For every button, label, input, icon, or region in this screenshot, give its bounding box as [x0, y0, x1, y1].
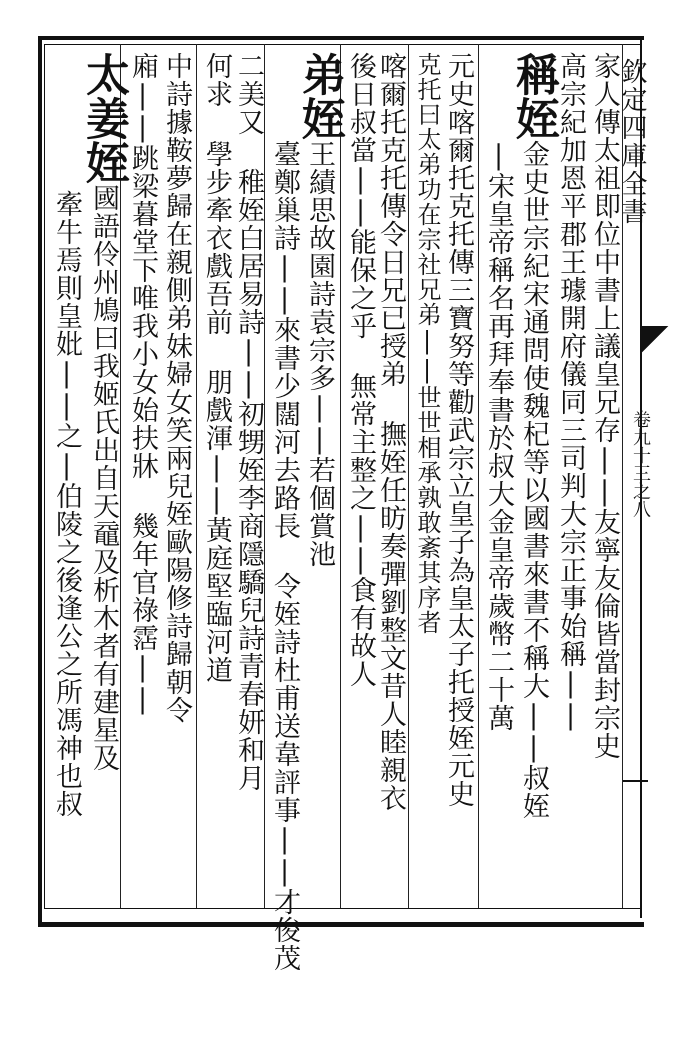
margin-fold-mark: [642, 326, 677, 356]
entry-heading: 太姜姪: [78, 52, 129, 184]
text-column: |宋皇帝稱名再拜奉書於叔大金皇帝歲幣二十萬: [483, 140, 514, 732]
margin-header: 欽定四庫全書: [617, 58, 647, 226]
text-column: 家人傳太祖即位中書上議皇兄存||友寧友倫皆當封宗史: [589, 52, 620, 760]
frame-inner-top-rule: [44, 44, 640, 45]
text-column: 牽牛焉則皇妣||之|伯陵之後逢公之所馮神也叔: [51, 190, 82, 818]
text-column: [508, 52, 559, 904]
volume-label: 卷九十三之八: [630, 410, 651, 518]
text-column: [78, 52, 129, 904]
column-rule: [408, 44, 409, 908]
frame-inner-bottom-rule: [44, 908, 640, 909]
column-rule: [622, 44, 623, 908]
frame-inner-left-rule: [44, 44, 45, 908]
entry-text: 金史世宗紀宋通問使魏杞等以國書來書不稱大||叔姪: [518, 140, 549, 820]
text-column: [294, 52, 345, 904]
text-column: 二美又 稚姪白居易詩||初甥姪李商隱驕兒詩青春妍和月: [233, 52, 264, 792]
entry-text: 國語伶州鳩曰我姬氏出自天黿及析木者有建星及: [88, 184, 119, 772]
text-column: 後日叔當||能保之乎 無常主整之||食有故人: [345, 52, 376, 688]
text-column: 廂||跳梁暮堂下唯我小女始扶牀 幾年官祿霑||: [127, 52, 158, 716]
text-column: 臺鄭巢詩||來書少闊河去路長 令姪詩杜甫送韋評事||才俊茂: [269, 140, 300, 972]
column-rule: [478, 44, 479, 908]
column-rule: [196, 44, 197, 908]
text-column: 元史喀爾托克托傳三寶努等勸武宗立皇子為皇太子托授姪元史: [443, 52, 474, 808]
text-column: 克托曰太弟功在宗社兄弟||世世相承孰敢紊其序者: [413, 52, 441, 635]
entry-heading: 弟姪: [294, 52, 345, 140]
text-column: 中詩據鞍夢歸在親側弟妹婦女笑兩兒姪歐陽修詩歸朝令: [161, 52, 192, 724]
entry-text: 王績思故園詩袁宗多||若個賞池: [304, 140, 335, 568]
text-column: 高宗紀加恩平郡王璩開府儀同三司判大宗正事始稱||: [555, 52, 586, 732]
text-column: 何求 學步牽衣戲吾前 朋戲渾||黃庭堅臨河道: [201, 52, 232, 684]
entry-heading: 稱姪: [508, 52, 559, 140]
margin-tick: [622, 780, 648, 782]
text-column: 喀爾托克托傳令日兄已授弟 撫姪任昉奏彈劉整文昔人睦親衣: [375, 52, 406, 812]
